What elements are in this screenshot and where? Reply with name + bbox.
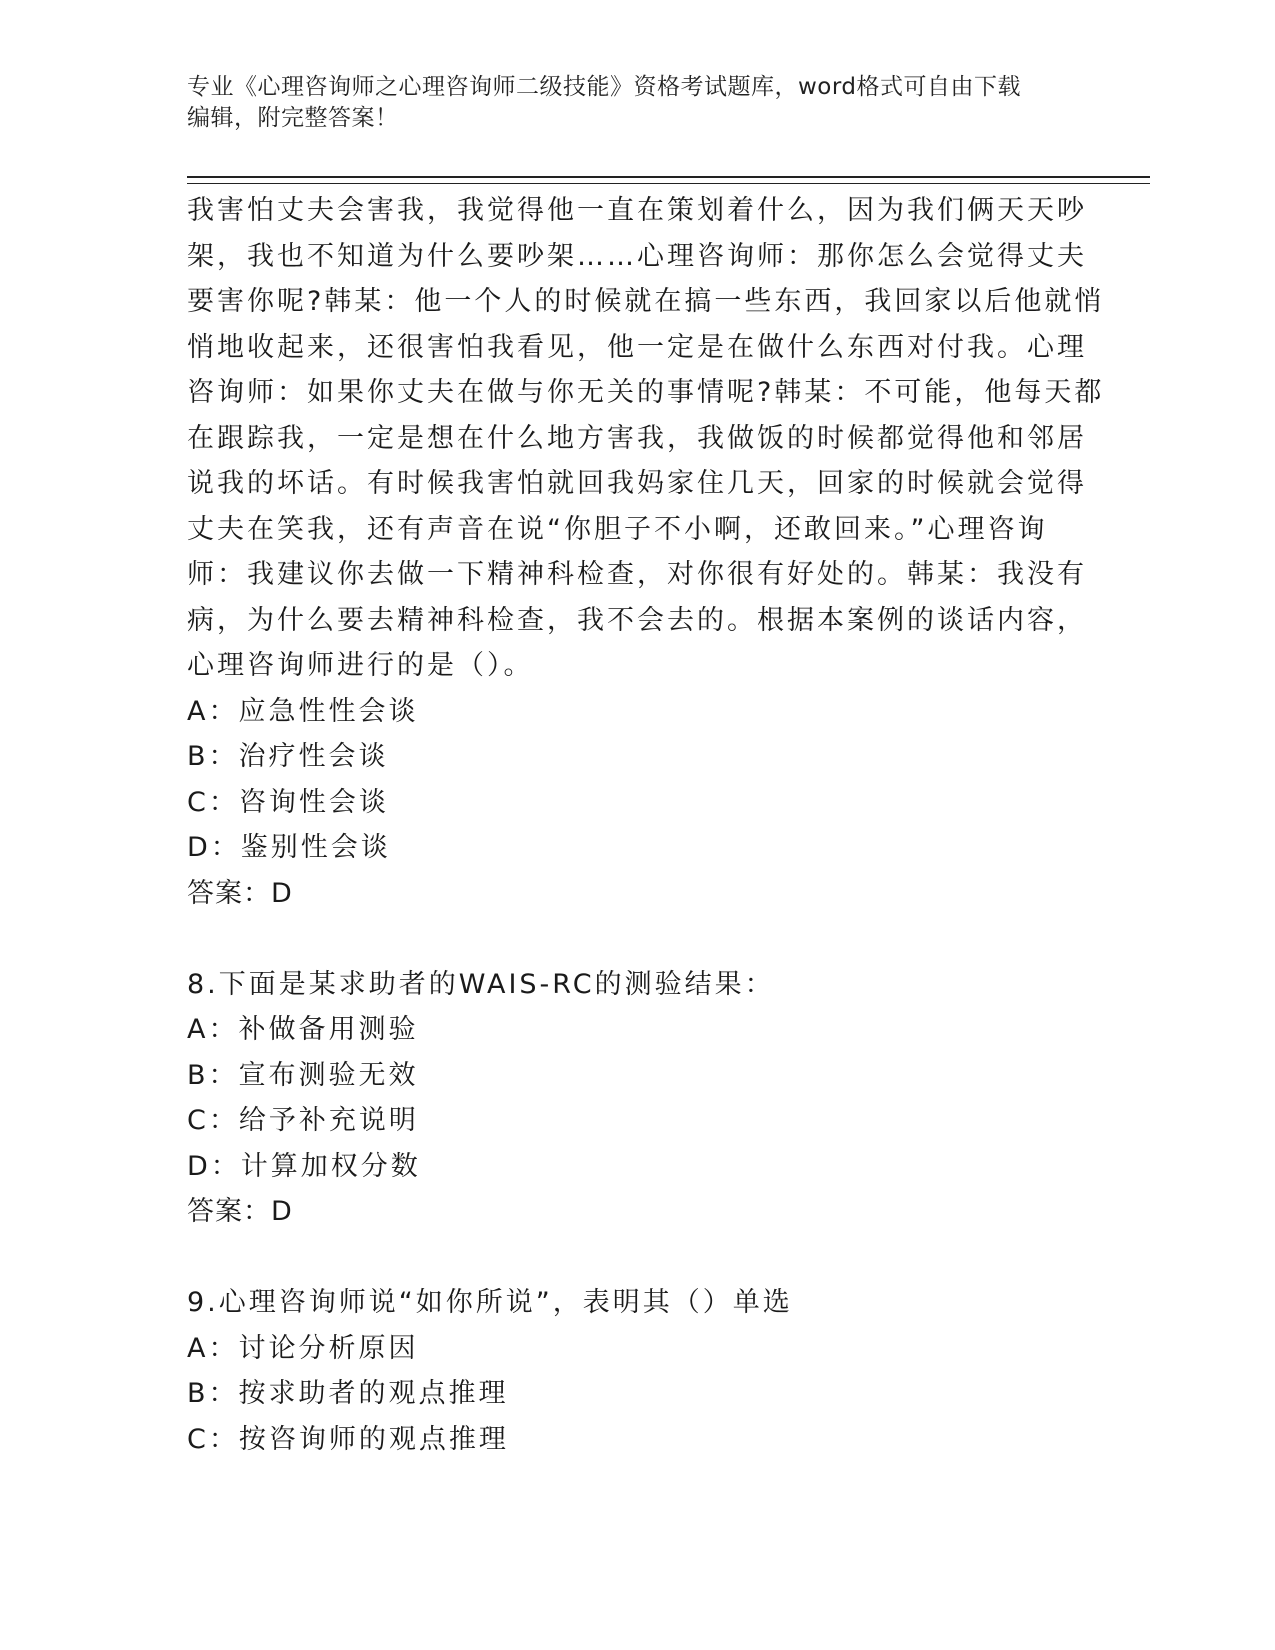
option-c: C：给予补充说明 — [187, 1105, 419, 1136]
stem-line: 悄地收起来，还很害怕我看见，他一定是在做什么东西对付我。心理 — [187, 331, 1087, 363]
option-c: C：咨询性会谈 — [187, 786, 389, 818]
answer-label: 答案：D — [187, 1196, 293, 1227]
question-7 — [187, 188, 1105, 916]
question-9 — [187, 1280, 1087, 1462]
header-divider — [187, 176, 1150, 184]
stem-line: 架，我也不知道为什么要吵架……心理咨询师：那你怎么会觉得丈夫 — [187, 240, 1087, 272]
document-body — [187, 188, 1105, 1462]
stem-line: 心理咨询师进行的是（）。 — [187, 650, 534, 681]
stem-line: 师：我建议你去做一下精神科检查，对你很有好处的。韩某：我没有 — [187, 559, 1087, 590]
option-a: A：补做备用测验 — [187, 1014, 419, 1045]
spacer — [187, 916, 1087, 962]
option-d: D：计算加权分数 — [187, 1150, 421, 1182]
stem-line: 在跟踪我，一定是想在什么地方害我，我做饭的时候都觉得他和邻居 — [187, 422, 1087, 454]
question-7-stem — [187, 188, 1105, 689]
answer-label: 答案：D — [187, 877, 293, 909]
header-title-line-2: 编辑，附完整答案！ — [187, 105, 399, 131]
option-a: A：应急性性会谈 — [187, 695, 419, 727]
option-c: C：按咨询师的观点推理 — [187, 1423, 509, 1455]
option-b: B：按求助者的观点推理 — [187, 1378, 509, 1409]
stem-line: 我害怕丈夫会害我，我觉得他一直在策划着什么，因为我们俩天天吵 — [187, 195, 1087, 226]
spacer — [187, 1235, 1087, 1281]
stem-line: 要害你呢?韩某：他一个人的时候就在搞一些东西，我回家以后他就悄 — [187, 286, 1105, 317]
question-9-stem: 9.心理咨询师说“如你所说”，表明其（）单选 — [187, 1287, 793, 1318]
option-a: A：讨论分析原因 — [187, 1332, 419, 1364]
option-b: B：宣布测验无效 — [187, 1059, 419, 1091]
stem-line: 丈夫在笑我，还有声音在说“你胆子不小啊，还敢回来。”心理咨询 — [187, 513, 1048, 545]
option-d: D：鉴别性会谈 — [187, 832, 391, 863]
header-title-line-1: 专业《心理咨询师之心理咨询师二级技能》资格考试题库，word格式可自由下载 — [187, 74, 1022, 100]
stem-line: 病，为什么要去精神科检查，我不会去的。根据本案例的谈话内容， — [187, 604, 1087, 636]
stem-line: 咨询师：如果你丈夫在做与你无关的事情呢?韩某：不可能，他每天都 — [187, 377, 1105, 408]
option-b: B：治疗性会谈 — [187, 741, 389, 772]
document-header — [187, 72, 1067, 134]
stem-line: 说我的坏话。有时候我害怕就回我妈家住几天，回家的时候就会觉得 — [187, 468, 1087, 499]
question-8-stem: 8.下面是某求助者的WAIS-RC的测验结果： — [187, 968, 775, 1000]
question-8 — [187, 962, 1087, 1235]
